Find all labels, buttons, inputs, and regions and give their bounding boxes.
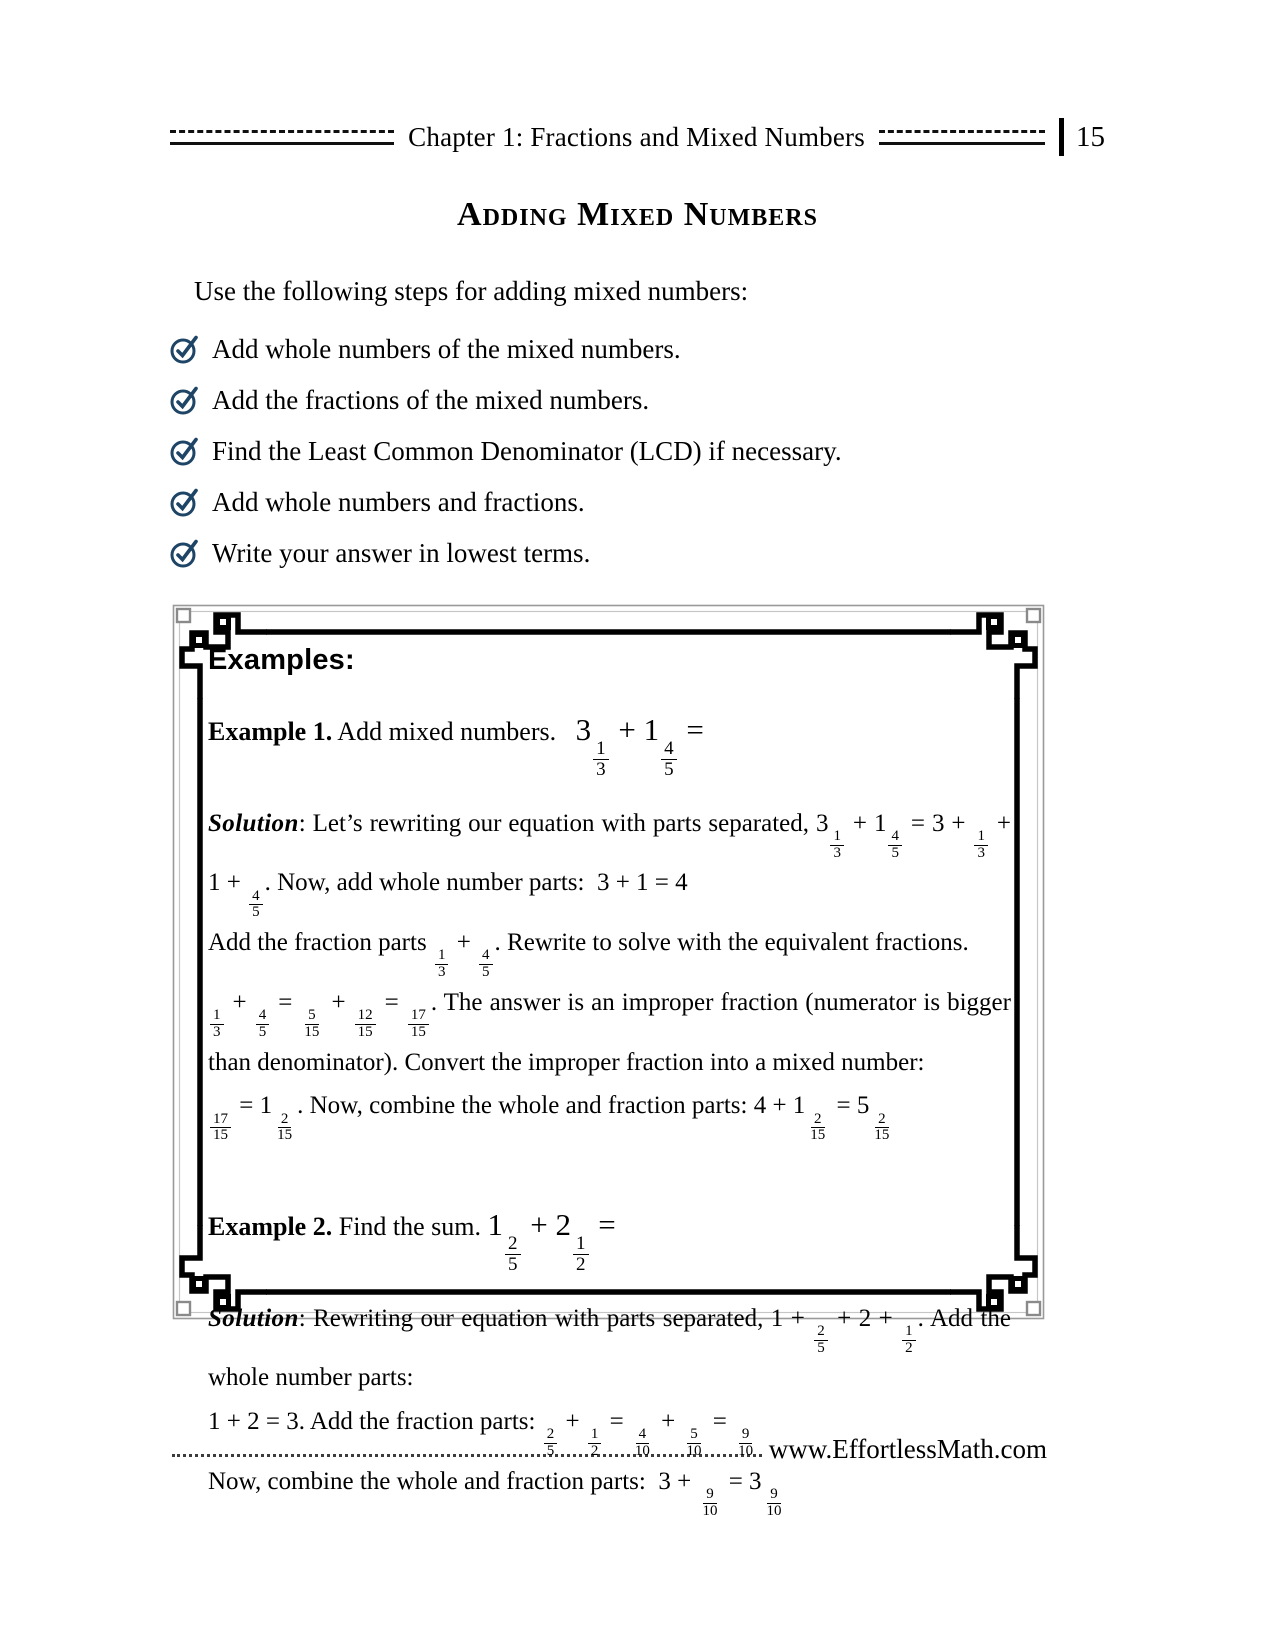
fraction xyxy=(814,1324,828,1357)
checklist-item xyxy=(170,333,1070,366)
fraction-denominator: 10 xyxy=(766,1502,782,1519)
checklist-item-label: Find the Least Common Denominator (LCD) if necessary. xyxy=(212,436,842,466)
fraction xyxy=(210,1008,224,1041)
fraction-denominator: 3 xyxy=(213,1023,221,1040)
header-rule-right xyxy=(879,130,1045,145)
example2-title: Example 2. Find the sum. 1 $\frac{2}{5}$ + 2 $\frac{1}{2}$ = xyxy=(208,1207,616,1275)
fraction-denominator: 2 xyxy=(576,1253,586,1275)
fraction xyxy=(807,1112,828,1145)
fraction xyxy=(902,1324,916,1357)
example1-title: Example 1. Add mixed numbers. 3 $\frac{1}{3}$ + 1 $\frac{4}{5}$ = xyxy=(208,712,704,780)
check-circle-icon xyxy=(170,538,201,569)
fraction-numerator: 17 xyxy=(210,1112,231,1129)
fraction-denominator: 5 xyxy=(482,964,490,981)
fraction-denominator: 5 xyxy=(258,1023,267,1040)
example2-solution: Solution: Rewriting our equation with parts separated, 1 + $\frac{2}{5}$ + 2 + $\frac{1}{2}$ . Add the whole number parts: 1 + 2 = 3. Add the fraction parts: $\frac{2}{5}$ + $\frac{1}{2}$ = $\frac{4}{10}$ + $\frac{5}{10}$ = $\frac{9}{10}$ Now, combine the whole and fraction parts: 3 + $\frac{9}{10}$ = 3 $\frac{9}{10}$ xyxy=(208,1304,1011,1519)
fraction-denominator: 10 xyxy=(738,1442,754,1459)
fraction xyxy=(974,829,988,862)
examples-heading: Examples: xyxy=(208,644,355,676)
fraction-numerator: 2 xyxy=(814,1324,828,1341)
fraction-denominator: 2 xyxy=(905,1339,913,1356)
fraction xyxy=(435,948,449,981)
solution-label: Solution xyxy=(208,809,299,837)
fraction xyxy=(593,739,609,780)
checklist-item xyxy=(170,384,1070,417)
math-text: + 2 xyxy=(522,1207,572,1243)
fraction xyxy=(301,1008,322,1041)
fraction-numerator: 4 xyxy=(888,829,902,846)
math-text: + 1 xyxy=(610,712,660,747)
page-title: Adding Mixed Numbers xyxy=(457,196,818,233)
fraction-denominator: 15 xyxy=(410,1023,426,1040)
fraction-denominator: 15 xyxy=(277,1127,293,1144)
checklist-item-label: Add whole numbers and fractions. xyxy=(212,487,585,517)
check-circle-icon xyxy=(170,385,201,416)
solution-label: Solution xyxy=(208,1304,299,1332)
fraction-denominator: 5 xyxy=(664,758,674,780)
fraction xyxy=(505,1234,521,1275)
fraction xyxy=(871,1112,892,1145)
page-number: 15 xyxy=(1076,120,1105,153)
fraction xyxy=(355,1008,376,1041)
checklist-item xyxy=(170,435,1070,468)
fraction-numerator: 17 xyxy=(408,1008,429,1025)
fraction-numerator: 1 xyxy=(573,1234,589,1255)
example-label: Example 2. xyxy=(208,1212,333,1242)
fraction-numerator: 9 xyxy=(739,1427,753,1444)
fraction-denominator: 10 xyxy=(686,1442,702,1459)
fraction-numerator: 1 xyxy=(593,739,609,760)
fraction xyxy=(544,1427,558,1460)
fraction-numerator: 4 xyxy=(256,1008,270,1025)
fraction xyxy=(764,1487,785,1520)
checklist-item xyxy=(170,537,1070,570)
fraction xyxy=(661,739,677,780)
fraction-numerator: 9 xyxy=(703,1487,717,1504)
fraction xyxy=(588,1427,602,1460)
fraction-denominator: 5 xyxy=(252,904,260,921)
fraction-numerator: 12 xyxy=(355,1008,376,1025)
example-label: Example 1. xyxy=(208,717,333,746)
fraction-denominator: 10 xyxy=(634,1442,650,1459)
fraction xyxy=(888,829,902,862)
fraction-denominator: 15 xyxy=(874,1127,890,1144)
fraction-denominator: 3 xyxy=(977,844,985,861)
fraction xyxy=(830,829,844,862)
fraction-denominator: 3 xyxy=(833,844,841,861)
fraction-numerator: 1 xyxy=(435,948,449,965)
fraction-denominator: 10 xyxy=(702,1502,718,1519)
fraction xyxy=(684,1427,705,1460)
fraction xyxy=(210,1112,231,1145)
header-rule-left xyxy=(170,130,394,145)
chapter-title: Chapter 1: Fractions and Mixed Numbers xyxy=(408,121,865,152)
fraction-denominator: 5 xyxy=(508,1253,518,1275)
fraction xyxy=(256,1008,270,1041)
fraction-numerator: 5 xyxy=(305,1008,319,1025)
check-circle-icon xyxy=(170,436,201,467)
fraction-numerator: 1 xyxy=(830,829,844,846)
fraction-numerator: 2 xyxy=(544,1427,558,1444)
steps-checklist xyxy=(170,333,1070,570)
fraction-numerator: 4 xyxy=(249,889,263,906)
footer-website: www.EffortlessMath.com xyxy=(768,1434,1047,1464)
checklist-item-label: Add whole numbers of the mixed numbers. xyxy=(212,334,681,364)
check-circle-icon xyxy=(170,487,201,518)
fraction xyxy=(408,1008,429,1041)
fraction-denominator: 5 xyxy=(891,844,899,861)
math-text: 3 xyxy=(575,712,592,747)
fraction-denominator: 15 xyxy=(810,1127,826,1144)
fraction xyxy=(274,1112,295,1145)
fraction xyxy=(573,1234,589,1275)
fraction-denominator: 2 xyxy=(590,1442,599,1459)
checklist-item-label: Write your answer in lowest terms. xyxy=(212,538,591,568)
fraction xyxy=(249,889,263,922)
fraction-numerator: 1 xyxy=(902,1324,916,1341)
fraction-numerator: 4 xyxy=(661,739,677,760)
fraction-denominator: 3 xyxy=(437,964,446,981)
fraction-denominator: 3 xyxy=(596,758,606,780)
fraction-numerator: 9 xyxy=(767,1487,781,1504)
checklist-item xyxy=(170,486,1070,519)
fraction-numerator: 1 xyxy=(588,1427,602,1444)
fraction xyxy=(632,1427,653,1460)
fraction-numerator: 2 xyxy=(505,1234,521,1255)
check-circle-icon xyxy=(170,334,201,365)
fraction xyxy=(479,948,493,981)
math-text: 1 xyxy=(487,1207,504,1243)
fraction-numerator: 2 xyxy=(278,1112,292,1129)
fraction xyxy=(699,1487,720,1520)
fraction-numerator: 2 xyxy=(811,1112,825,1129)
fraction-denominator: 5 xyxy=(546,1442,555,1459)
fraction-denominator: 15 xyxy=(357,1023,373,1040)
fraction-denominator: 15 xyxy=(304,1023,320,1040)
math-text: = xyxy=(590,1207,616,1243)
fraction-denominator: 15 xyxy=(213,1127,228,1144)
fraction xyxy=(735,1427,756,1460)
fraction-numerator: 4 xyxy=(479,948,493,965)
fraction-numerator: 1 xyxy=(210,1008,224,1025)
intro-text: Use the following steps for adding mixed numbers: xyxy=(194,276,749,306)
fraction-numerator: 1 xyxy=(974,829,988,846)
math-text: = xyxy=(678,712,704,747)
page-header xyxy=(170,118,1105,156)
header-divider xyxy=(1059,118,1064,156)
fraction-numerator: 4 xyxy=(636,1427,650,1444)
fraction-numerator: 2 xyxy=(875,1112,889,1129)
checklist-item-label: Add the fractions of the mixed numbers. xyxy=(212,385,650,415)
fraction-denominator: 5 xyxy=(817,1339,825,1356)
fraction-numerator: 5 xyxy=(687,1427,701,1444)
example1-solution: Solution: Let’s rewriting our equation with parts separated, 3 $\frac{1}{3}$ + 1 $\frac{4}{5}$ = 3 + $\frac{1}{3}$ + 1 + $\frac{4}{5}$ . Now, add whole number parts: 3 + 1 = 4 Add the fraction parts $\frac{1}{3}$ + $\frac{4}{5}$ . Rewrite to solve with the equivalent fractions. $\frac{1}{3}$ + $\frac{4}{5}$ = $\frac{5}{15}$ + $\frac{12}{15}$ = $\frac{17}{15}$ . The answer is an improper fraction (numerator is bigger than denominator). Convert the improper fraction into a mixed number: $\frac{17}{15}$ = 1 $\frac{2}{15}$ . Now, combine the whole and fraction parts: 4 + 1 $\frac{2}{15}$ = 5 $\frac{2}{15}$ xyxy=(208,809,1011,1144)
